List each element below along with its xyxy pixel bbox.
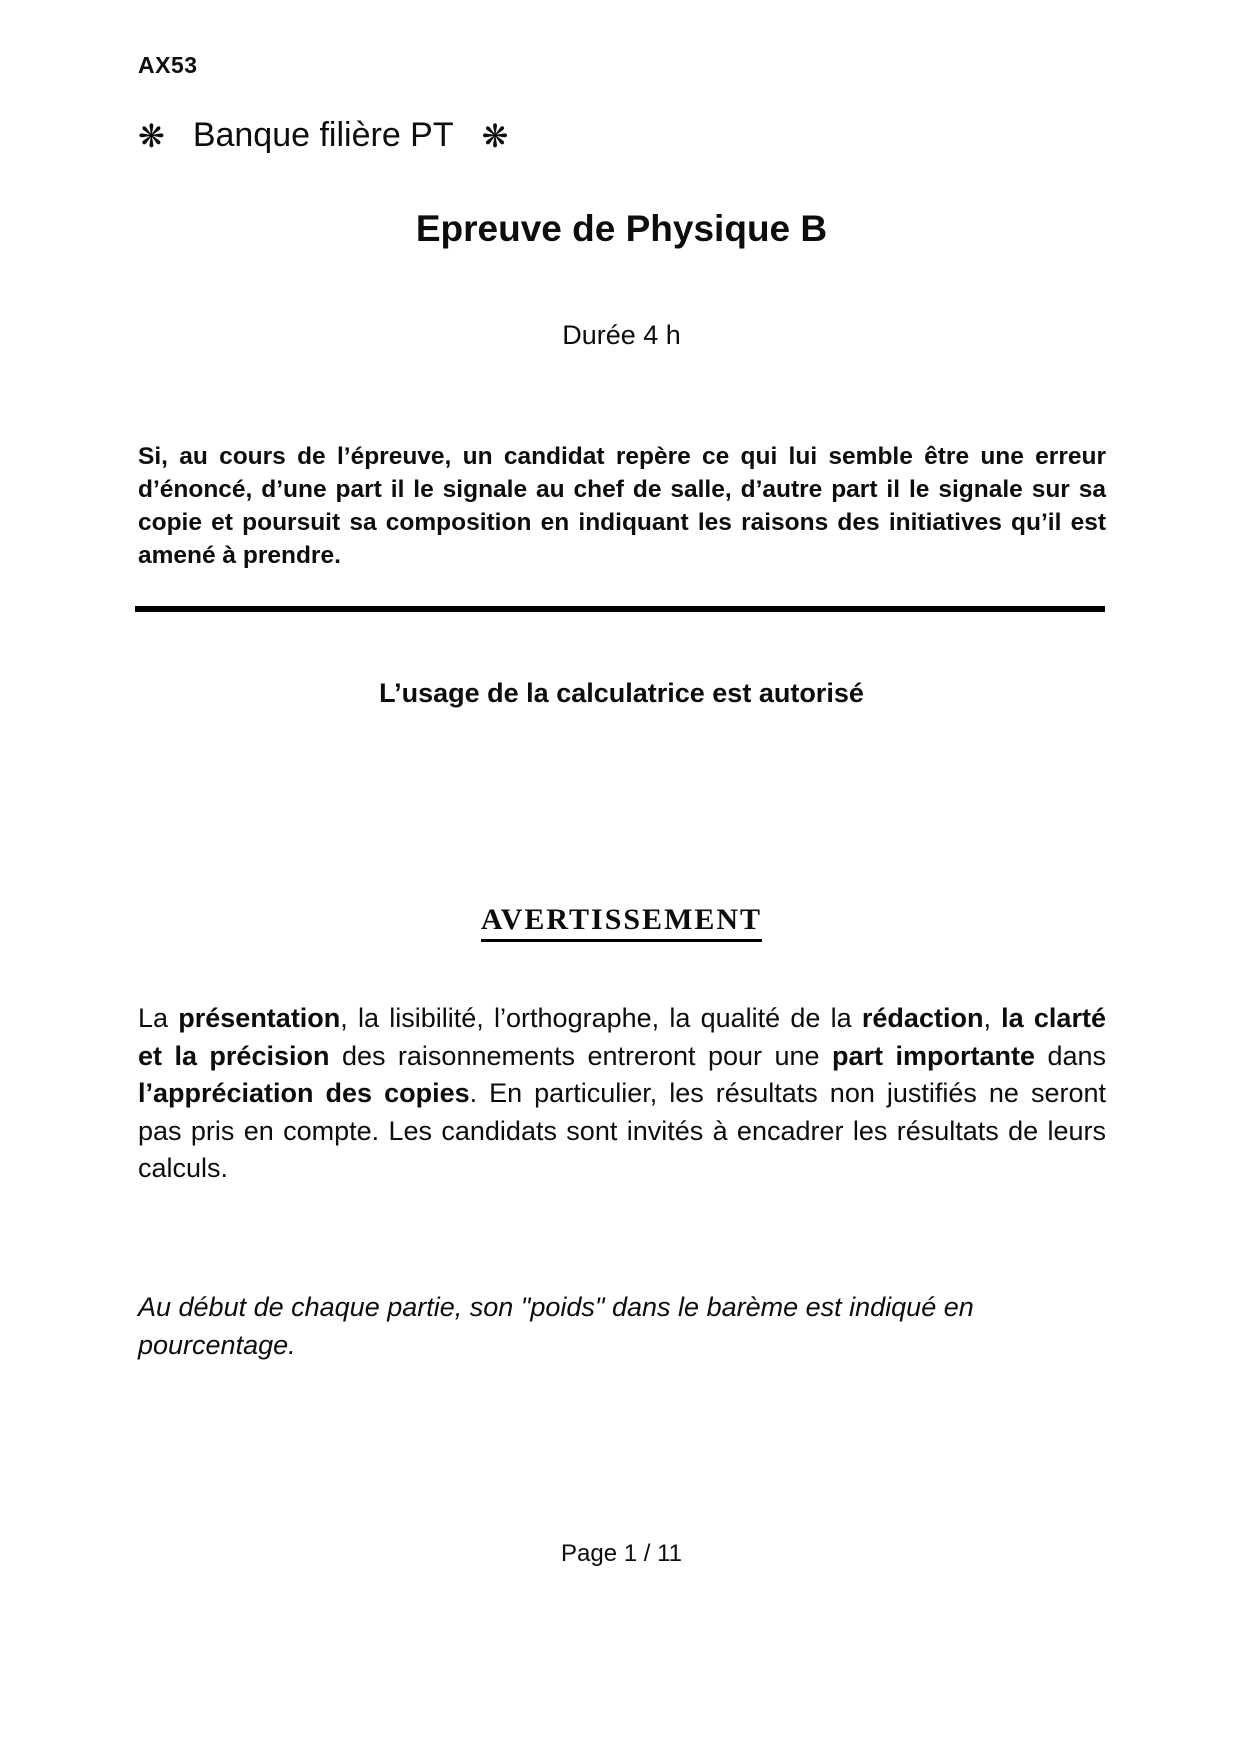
star-icon-right: ❋ bbox=[481, 117, 509, 154]
star-icon-left: ❋ bbox=[138, 117, 165, 154]
page-title: Epreuve de Physique B bbox=[415, 208, 828, 249]
exam-code: AX53 bbox=[138, 52, 198, 78]
warning-section bbox=[0, 903, 1243, 942]
duration-label: Durée 4 h bbox=[562, 320, 681, 350]
page-number: Page 1 / 11 bbox=[561, 1540, 682, 1567]
horizontal-rule bbox=[135, 606, 1105, 612]
grading-weights-note: Au début de chaque partie, son "poids" dans le barème est indiqué en pourcentage. bbox=[138, 1292, 974, 1360]
calculator-authorization-note: L’usage de la calculatrice est autorisé bbox=[379, 678, 864, 708]
banner bbox=[138, 116, 508, 155]
error-report-notice: Si, au cours de l’épreuve, un candidat repère ce qui lui semble être une erreur d’énoncé, d’une part il le signale au chef de salle, d’autre part il le signale sur sa copie et poursuit sa composition en indiquant les raisons des initiatives qu’il est amené à prendre. bbox=[138, 443, 1106, 569]
warning-body: La présentation, la lisibilité, l’orthographe, la qualité de la rédaction, la clarté et la précision des raisonnements entreront pour une part importante dans l’appréciation des copies. En particulier, les résultats non justifiés ne seront pas pris en compte. Les candidats sont invités à encadrer les résultats de leurs calculs. bbox=[138, 1003, 1106, 1183]
warning-heading: AVERTISSEMENT bbox=[481, 903, 762, 942]
banner-title: Banque filière PT bbox=[192, 116, 454, 154]
